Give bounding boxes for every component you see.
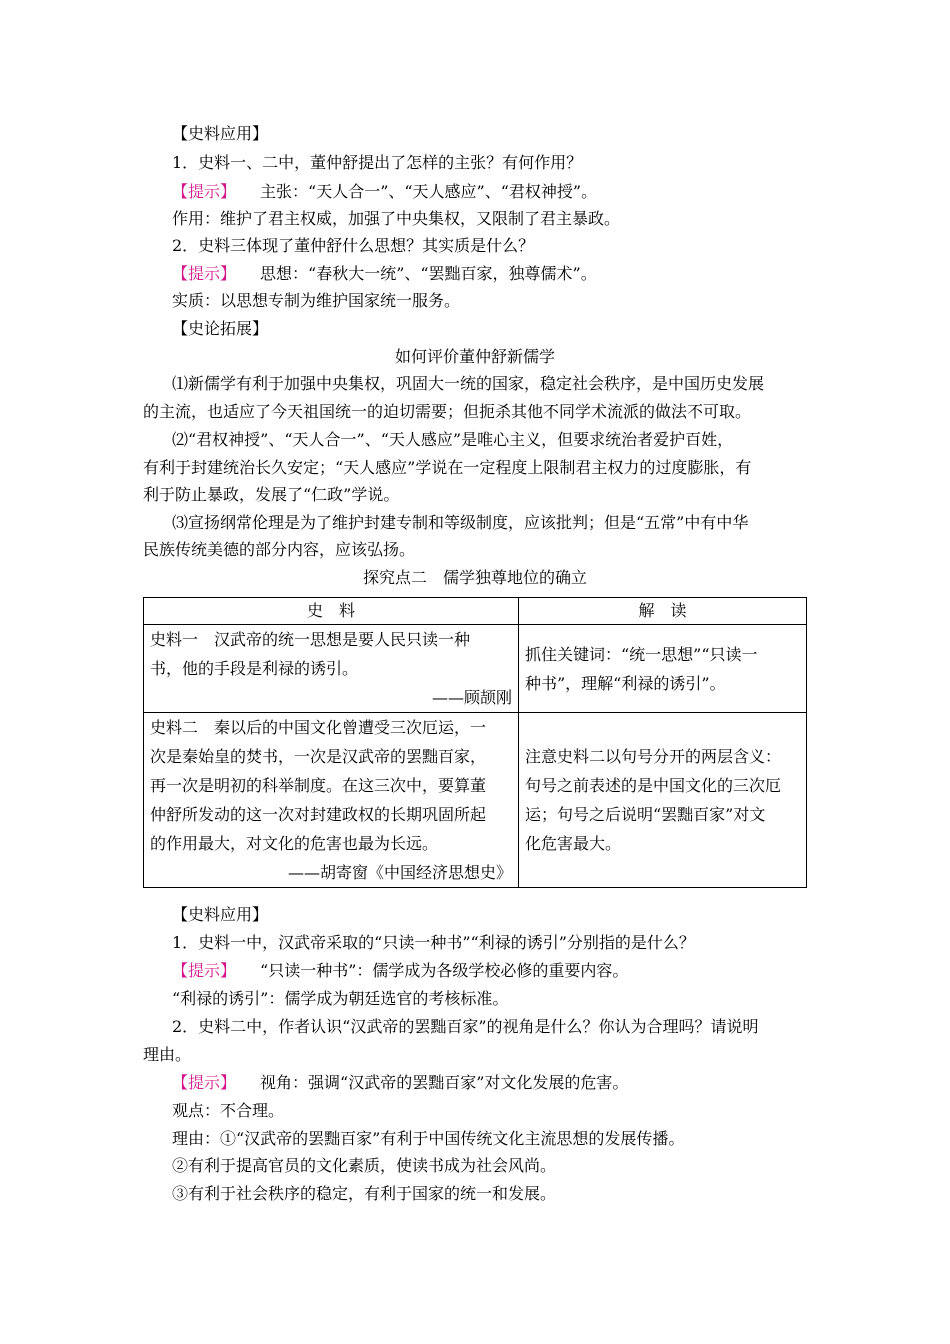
source-2-line-5: 的作用最大，对文化的危害也最为长远。 (150, 834, 439, 853)
paragraph-3-line-1: ⑶宣扬纲常伦理是为了维护封建专制和等级制度，应该批判；但是“五常”中有中华 (172, 513, 749, 532)
answer-4-text: 视角：强调“汉武帝的罢黜百家”对文化发展的危害。 (260, 1073, 629, 1092)
section-2-title: 探究点二 儒学独尊地位的确立 (362, 568, 587, 587)
section-heading-application-2: 【史料应用】 (172, 905, 269, 924)
answer-1-text: 主张：“天人合一”、“天人感应”、“君权神授”。 (260, 182, 598, 201)
answer-1 (172, 182, 597, 202)
source-1-line-1: 史料一 汉武帝的统一思想是要人民只读一种 (150, 630, 471, 649)
question-4-line-2: 理由。 (143, 1045, 192, 1064)
source-2-line-4: 仲舒所发动的这一次对封建政权的长期巩固所起 (150, 805, 487, 824)
paragraph-2-line-1: ⑵“君权神授”、“天人合一”、“天人感应”是唯心主义，但要求统治者爱护百姓， (172, 430, 734, 449)
answer-4-view: 观点：不合理。 (172, 1101, 285, 1120)
table-header-row (144, 598, 807, 625)
table-row (144, 713, 807, 888)
answer-4 (172, 1073, 628, 1093)
reading-2-line-2: 句号之前表述的是中国文化的三次厄 (525, 776, 782, 795)
hint-label: 【提示】 (172, 182, 237, 201)
answer-2-essence: 实质：以思想专制为维护国家统一服务。 (172, 291, 461, 310)
paragraph-1-line-1: ⑴新儒学有利于加强中央集权，巩固大一统的国家，稳定社会秩序，是中国历史发展 (172, 374, 765, 393)
answer-4-reason-2: ②有利于提高官员的文化素质，使读书成为社会风尚。 (172, 1156, 557, 1175)
answer-4-reason-3: ③有利于社会秩序的稳定，有利于国家的统一和发展。 (172, 1184, 557, 1203)
answer-2 (172, 264, 597, 284)
section-heading-application-1: 【史料应用】 (172, 124, 269, 143)
reading-2-line-3: 运；句号之后说明“罢黜百家”对文 (525, 805, 766, 824)
hint-label: 【提示】 (172, 961, 237, 980)
reading-2-line-1: 注意史料二以句号分开的两层含义： (525, 747, 782, 766)
answer-3 (172, 961, 628, 981)
reading-cell-1 (519, 625, 807, 713)
paragraph-2-line-2: 有利于封建统治长久安定；“天人感应”学说在一定程度上限制君主权力的过度膨胀，有 (143, 458, 752, 477)
paragraph-2-line-3: 利于防止暴政，发展了“仁政”学说。 (143, 485, 400, 504)
question-1: 1．史料一、二中，董仲舒提出了怎样的主张？有何作用？ (172, 153, 583, 172)
source-2-attribution: ——胡寄窗《中国经济思想史》 (287, 863, 512, 882)
answer-3-text: “只读一种书”：儒学成为各级学校必修的重要内容。 (260, 961, 629, 980)
source-2-line-3: 再一次是明初的科举制度。在这三次中，要算董 (150, 776, 487, 795)
reading-cell-2 (519, 713, 807, 888)
extension-title: 如何评价董仲舒新儒学 (394, 347, 555, 366)
question-3: 1．史料一中，汉武帝采取的“只读一种书”“利禄的诱引”分别指的是什么？ (172, 933, 695, 952)
header-source: 史 料 (144, 598, 519, 625)
paragraph-3-line-2: 民族传统美德的部分内容，应该弘扬。 (143, 540, 416, 559)
reading-1-line-2: 种书”，理解“利禄的诱引”。 (525, 673, 726, 693)
table-row (144, 625, 807, 713)
answer-3-second: “利禄的诱引”：儒学成为朝廷选官的考核标准。 (172, 989, 509, 1008)
reading-2-line-4: 化危害最大。 (525, 834, 622, 853)
hint-label: 【提示】 (172, 264, 237, 283)
source-2-line-1: 史料二 秦以后的中国文化曾遭受三次厄运，一 (150, 718, 487, 737)
source-table (143, 597, 807, 888)
reading-1-line-1: 抓住关键词：“统一思想”“只读一 (525, 644, 758, 664)
header-reading: 解 读 (519, 598, 807, 625)
answer-2-text: 思想：“春秋大一统”、“罢黜百家，独尊儒术”。 (260, 264, 597, 283)
source-2-line-2: 次是秦始皇的焚书，一次是汉武帝的罢黜百家， (150, 747, 487, 766)
paragraph-1-line-2: 的主流，也适应了今天祖国统一的迫切需要；但扼杀其他不同学术流派的做法不可取。 (143, 402, 752, 421)
question-2: 2．史料三体现了董仲舒什么思想？其实质是什么？ (172, 236, 535, 255)
answer-1-effect: 作用：维护了君主权威，加强了中央集权，又限制了君主暴政。 (172, 209, 621, 228)
source-cell-1 (144, 625, 519, 713)
source-1-attribution: ——顾颉刚 (431, 688, 512, 707)
question-4-line-1: 2．史料二中，作者认识“汉武帝的罢黜百家”的视角是什么？你认为合理吗？请说明 (172, 1017, 759, 1036)
section-heading-extension: 【史论拓展】 (172, 319, 269, 338)
answer-4-reason-1: 理由：①“汉武帝的罢黜百家”有利于中国传统文化主流思想的发展传播。 (172, 1129, 685, 1148)
source-1-line-2: 书，他的手段是利禄的诱引。 (150, 659, 359, 678)
source-cell-2 (144, 713, 519, 888)
hint-label: 【提示】 (172, 1073, 237, 1092)
